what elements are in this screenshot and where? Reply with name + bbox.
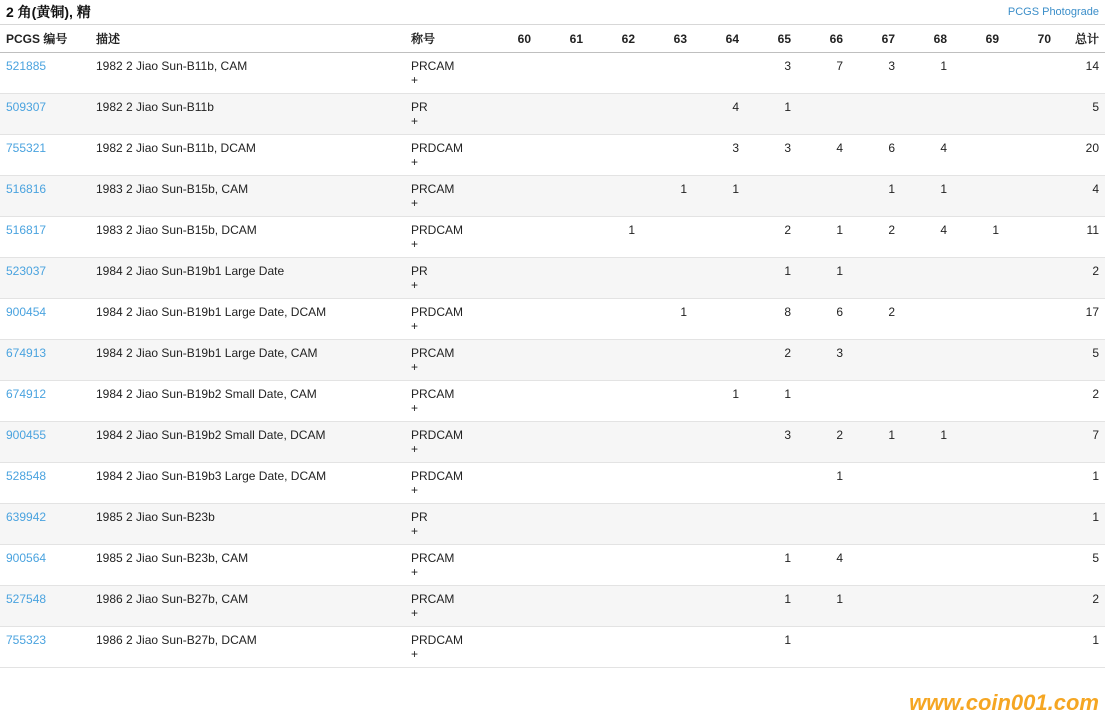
cell-grade-62 [589,258,641,299]
cell-total: 2 [1057,258,1105,299]
cell-grade-68: 1 [901,176,953,217]
cell-grade-66 [797,94,849,135]
cell-grade-62 [589,504,641,545]
cell-description: 1984 2 Jiao Sun-B19b2 Small Date, DCAM [90,422,405,463]
cell-description: 1983 2 Jiao Sun-B15b, DCAM [90,217,405,258]
table-row [0,504,1105,545]
cert-number-link[interactable]: 527548 [6,592,47,606]
cell-designation: PRDCAM + [405,627,485,668]
cell-designation: PRDCAM + [405,299,485,340]
cell-total: 2 [1057,586,1105,627]
designation-plus: + [411,155,419,169]
cell-grade-65: 2 [745,340,797,381]
cell-cert-number [0,94,90,135]
table-row [0,94,1105,135]
cell-grade-63 [641,627,693,668]
cert-number-link[interactable]: 900564 [6,551,47,565]
column-header-grade-67[interactable]: 67 [849,25,901,53]
cell-grade-64: 3 [693,135,745,176]
cell-description: 1985 2 Jiao Sun-B23b, CAM [90,545,405,586]
cell-grade-60 [485,340,537,381]
cell-grade-66: 1 [797,258,849,299]
cell-grade-63 [641,53,693,94]
designation-plus: + [411,237,419,251]
cell-grade-69 [953,463,1005,504]
cell-cert-number [0,545,90,586]
cell-designation: PRDCAM + [405,422,485,463]
cell-grade-63 [641,463,693,504]
designation-plus: + [411,196,419,210]
cell-cert-number [0,340,90,381]
column-header-designation[interactable]: 称号 [405,25,485,53]
cell-grade-70 [1005,53,1057,94]
cell-grade-60 [485,504,537,545]
cell-grade-68 [901,381,953,422]
cell-cert-number [0,586,90,627]
cell-grade-65: 3 [745,422,797,463]
cell-grade-66 [797,176,849,217]
cell-grade-66: 4 [797,545,849,586]
cell-grade-62: 1 [589,217,641,258]
cell-grade-70 [1005,422,1057,463]
cell-grade-70 [1005,340,1057,381]
designation-plus: + [411,606,419,620]
cell-grade-63: 1 [641,176,693,217]
cell-grade-61 [537,217,589,258]
cell-grade-68 [901,627,953,668]
cell-designation: PRDCAM + [405,135,485,176]
cell-grade-60 [485,381,537,422]
cell-grade-67: 1 [849,176,901,217]
cell-grade-70 [1005,217,1057,258]
cell-grade-69 [953,586,1005,627]
cell-grade-62 [589,299,641,340]
page-header [0,0,1105,24]
cell-grade-69 [953,422,1005,463]
cell-grade-66 [797,504,849,545]
cell-total: 4 [1057,176,1105,217]
cell-grade-66: 1 [797,586,849,627]
designation-plus: + [411,442,419,456]
cell-total: 1 [1057,504,1105,545]
cell-grade-63 [641,381,693,422]
cell-designation: PR + [405,94,485,135]
cell-grade-67 [849,504,901,545]
cert-number-link[interactable]: 900454 [6,305,47,319]
cell-grade-68 [901,586,953,627]
cell-grade-60 [485,545,537,586]
cell-grade-61 [537,381,589,422]
cell-grade-63 [641,422,693,463]
table-row [0,586,1105,627]
cell-description: 1984 2 Jiao Sun-B19b2 Small Date, CAM [90,381,405,422]
designation-plus: + [411,647,419,661]
cell-grade-64 [693,258,745,299]
cell-grade-67 [849,94,901,135]
designation-plus: + [411,73,419,87]
cell-grade-69 [953,94,1005,135]
table-row [0,217,1105,258]
cell-designation: PRCAM + [405,340,485,381]
column-header-grade-66[interactable]: 66 [797,25,849,53]
cell-grade-69 [953,504,1005,545]
cell-grade-62 [589,340,641,381]
cell-grade-64 [693,586,745,627]
cell-grade-61 [537,545,589,586]
cert-number-link[interactable]: 755321 [6,141,47,155]
cell-grade-61 [537,340,589,381]
cell-grade-60 [485,422,537,463]
cell-grade-61 [537,504,589,545]
cell-grade-65: 1 [745,258,797,299]
cell-grade-67 [849,586,901,627]
cell-grade-64 [693,504,745,545]
cell-grade-61 [537,258,589,299]
cert-number-link[interactable]: 528548 [6,469,47,483]
cell-grade-65: 1 [745,381,797,422]
cert-number-link[interactable]: 755323 [6,633,47,647]
cell-cert-number [0,627,90,668]
cell-grade-64 [693,627,745,668]
cell-grade-67: 2 [849,299,901,340]
cell-grade-64 [693,217,745,258]
cert-number-link[interactable]: 516817 [6,223,47,237]
cell-grade-61 [537,627,589,668]
cell-designation: PRCAM + [405,545,485,586]
cert-number-link[interactable]: 674912 [6,387,47,401]
cell-grade-62 [589,422,641,463]
cell-total: 7 [1057,422,1105,463]
grade-population-table [0,24,1105,668]
cell-grade-63 [641,586,693,627]
cell-designation: PR + [405,258,485,299]
designation-plus: + [411,565,419,579]
designation-plus: + [411,278,419,292]
cell-grade-66: 1 [797,463,849,504]
cell-grade-69 [953,627,1005,668]
cell-grade-60 [485,258,537,299]
cell-grade-64 [693,545,745,586]
cell-grade-64 [693,340,745,381]
cell-designation: PRCAM + [405,176,485,217]
cell-grade-70 [1005,545,1057,586]
designation-plus: + [411,114,419,128]
cell-cert-number [0,135,90,176]
cell-designation: PRDCAM + [405,463,485,504]
table-row [0,545,1105,586]
table-header [0,25,1105,53]
cell-grade-64 [693,299,745,340]
column-header-grade-70[interactable]: 70 [1005,25,1057,53]
table-row [0,627,1105,668]
cell-grade-63 [641,258,693,299]
cell-cert-number [0,176,90,217]
cell-designation: PRCAM + [405,381,485,422]
table-row [0,176,1105,217]
cell-grade-70 [1005,135,1057,176]
table-row [0,422,1105,463]
column-header-description[interactable]: 描述 [90,25,405,53]
cell-grade-64 [693,463,745,504]
cell-grade-65: 3 [745,53,797,94]
cell-grade-62 [589,135,641,176]
designation-plus: + [411,401,419,415]
cell-description: 1982 2 Jiao Sun-B11b, DCAM [90,135,405,176]
cell-grade-60 [485,217,537,258]
cell-grade-65: 1 [745,94,797,135]
cell-grade-67: 1 [849,422,901,463]
cell-grade-67 [849,463,901,504]
table-row [0,53,1105,94]
cell-grade-68: 1 [901,53,953,94]
cell-designation: PR + [405,504,485,545]
cell-grade-70 [1005,299,1057,340]
cell-grade-63 [641,504,693,545]
cell-grade-66 [797,627,849,668]
cell-cert-number [0,53,90,94]
column-header-grade-61[interactable]: 61 [537,25,589,53]
cell-grade-69 [953,299,1005,340]
cell-grade-69 [953,176,1005,217]
cell-grade-65 [745,463,797,504]
cell-grade-68 [901,545,953,586]
cell-grade-67: 6 [849,135,901,176]
cert-number-link[interactable]: 900455 [6,428,47,442]
cell-grade-65: 1 [745,586,797,627]
cell-grade-61 [537,176,589,217]
table-row [0,340,1105,381]
table-row [0,299,1105,340]
cell-description: 1986 2 Jiao Sun-B27b, DCAM [90,627,405,668]
cell-grade-69 [953,381,1005,422]
cell-grade-66: 3 [797,340,849,381]
cell-description: 1985 2 Jiao Sun-B23b [90,504,405,545]
cell-grade-65: 3 [745,135,797,176]
cert-number-link[interactable]: 521885 [6,59,47,73]
cell-total: 20 [1057,135,1105,176]
cell-grade-64 [693,53,745,94]
cell-grade-69 [953,53,1005,94]
cell-grade-65: 1 [745,545,797,586]
table-row [0,135,1105,176]
table-row [0,463,1105,504]
table-header-row [0,25,1105,53]
cell-grade-70 [1005,176,1057,217]
cell-grade-69 [953,545,1005,586]
cell-grade-62 [589,545,641,586]
cell-grade-68 [901,299,953,340]
designation-plus: + [411,360,419,374]
designation-plus: + [411,319,419,333]
cell-cert-number [0,258,90,299]
cell-cert-number [0,463,90,504]
cert-number-link[interactable]: 639942 [6,510,47,524]
cell-grade-62 [589,176,641,217]
cell-grade-66: 1 [797,217,849,258]
cell-grade-60 [485,586,537,627]
designation-plus: + [411,524,419,538]
cert-number-link[interactable]: 516816 [6,182,47,196]
cell-grade-68: 1 [901,422,953,463]
cell-grade-70 [1005,94,1057,135]
cell-grade-67 [849,381,901,422]
cell-grade-61 [537,135,589,176]
cell-description: 1986 2 Jiao Sun-B27b, CAM [90,586,405,627]
site-watermark: www.coin001.com [909,690,1099,715]
cell-grade-66: 4 [797,135,849,176]
designation-plus: + [411,483,419,497]
cell-grade-70 [1005,586,1057,627]
cell-total: 11 [1057,217,1105,258]
cell-description: 1984 2 Jiao Sun-B19b1 Large Date, CAM [90,340,405,381]
cell-cert-number [0,381,90,422]
cell-total: 1 [1057,627,1105,668]
cell-grade-70 [1005,627,1057,668]
cell-grade-65 [745,504,797,545]
cell-grade-69 [953,258,1005,299]
cell-grade-67: 3 [849,53,901,94]
cell-description: 1984 2 Jiao Sun-B19b3 Large Date, DCAM [90,463,405,504]
cert-number-link[interactable]: 674913 [6,346,47,360]
cell-grade-66: 7 [797,53,849,94]
cell-grade-66: 2 [797,422,849,463]
cell-grade-63 [641,340,693,381]
cell-grade-67: 2 [849,217,901,258]
column-header-grade-65[interactable]: 65 [745,25,797,53]
cell-grade-61 [537,299,589,340]
table-row [0,258,1105,299]
cell-grade-61 [537,422,589,463]
cell-grade-60 [485,463,537,504]
column-header-grade-60[interactable]: 60 [485,25,537,53]
cell-description: 1982 2 Jiao Sun-B11b, CAM [90,53,405,94]
cell-total: 14 [1057,53,1105,94]
cell-grade-61 [537,53,589,94]
cell-cert-number [0,504,90,545]
cell-grade-69 [953,135,1005,176]
cell-grade-62 [589,627,641,668]
cell-grade-70 [1005,258,1057,299]
cell-grade-70 [1005,463,1057,504]
cell-designation: PRDCAM + [405,217,485,258]
cell-grade-67 [849,545,901,586]
cell-cert-number [0,422,90,463]
cert-number-link[interactable]: 509307 [6,100,47,114]
cell-grade-70 [1005,504,1057,545]
cell-grade-66: 6 [797,299,849,340]
cell-grade-68 [901,94,953,135]
cell-grade-65: 8 [745,299,797,340]
table-row [0,381,1105,422]
table-body [0,53,1105,668]
cell-total: 5 [1057,545,1105,586]
pcgs-photograde-link[interactable]: PCGS Photograde [1007,6,1099,18]
cell-grade-60 [485,627,537,668]
column-header-grade-62[interactable]: 62 [589,25,641,53]
cell-grade-68 [901,340,953,381]
cell-grade-63 [641,135,693,176]
cell-grade-62 [589,463,641,504]
cell-total: 17 [1057,299,1105,340]
cell-total: 2 [1057,381,1105,422]
cell-grade-69 [953,340,1005,381]
cell-grade-61 [537,586,589,627]
cell-designation: PRCAM + [405,586,485,627]
cell-description: 1983 2 Jiao Sun-B15b, CAM [90,176,405,217]
page-title: 2 角(黄铜), 精 [6,4,91,20]
cell-grade-62 [589,53,641,94]
cell-description: 1984 2 Jiao Sun-B19b1 Large Date [90,258,405,299]
cell-grade-60 [485,135,537,176]
cell-total: 5 [1057,340,1105,381]
cert-number-link[interactable]: 523037 [6,264,47,278]
column-header-grade-69[interactable]: 69 [953,25,1005,53]
cell-grade-62 [589,94,641,135]
column-header-grade-64[interactable]: 64 [693,25,745,53]
column-header-grade-68[interactable]: 68 [901,25,953,53]
cell-grade-63: 1 [641,299,693,340]
cell-grade-67 [849,340,901,381]
cell-designation: PRCAM + [405,53,485,94]
cell-grade-65: 2 [745,217,797,258]
cell-grade-70 [1005,381,1057,422]
cell-cert-number [0,299,90,340]
cell-grade-68 [901,463,953,504]
cell-grade-60 [485,176,537,217]
cell-grade-67 [849,627,901,668]
column-header-cert[interactable]: PCGS 编号 [0,25,90,53]
cell-cert-number [0,217,90,258]
cell-grade-68 [901,504,953,545]
column-header-total[interactable]: 总计 [1057,25,1105,53]
cell-grade-62 [589,586,641,627]
cell-grade-64 [693,422,745,463]
cell-grade-65 [745,176,797,217]
cell-grade-65: 1 [745,627,797,668]
cell-grade-61 [537,94,589,135]
cell-grade-63 [641,545,693,586]
cell-grade-60 [485,299,537,340]
cell-grade-68 [901,258,953,299]
cell-grade-69: 1 [953,217,1005,258]
cell-grade-66 [797,381,849,422]
cell-total: 5 [1057,94,1105,135]
cell-grade-64: 1 [693,381,745,422]
cell-grade-63 [641,217,693,258]
cell-grade-62 [589,381,641,422]
cell-description: 1982 2 Jiao Sun-B11b [90,94,405,135]
cell-grade-60 [485,94,537,135]
cell-grade-68: 4 [901,135,953,176]
cell-grade-61 [537,463,589,504]
column-header-grade-63[interactable]: 63 [641,25,693,53]
cell-total: 1 [1057,463,1105,504]
cell-grade-63 [641,94,693,135]
cell-grade-64: 4 [693,94,745,135]
cell-grade-60 [485,53,537,94]
cell-grade-68: 4 [901,217,953,258]
cell-grade-64: 1 [693,176,745,217]
cell-grade-67 [849,258,901,299]
cell-description: 1984 2 Jiao Sun-B19b1 Large Date, DCAM [90,299,405,340]
